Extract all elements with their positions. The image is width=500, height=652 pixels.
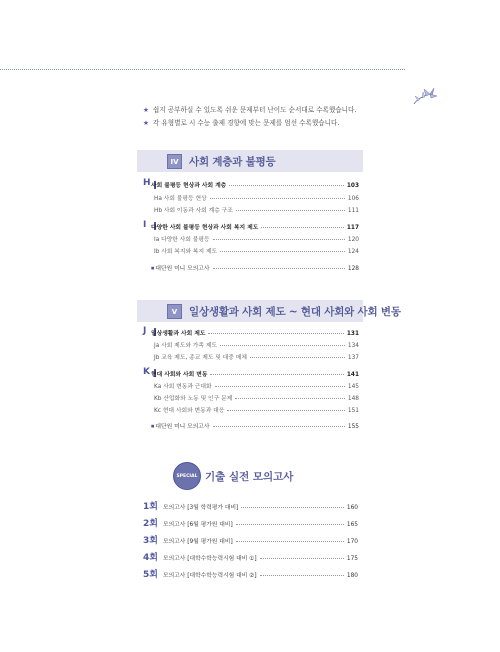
toc-entry[interactable]: 사회 불평등 현상과 사회 계층 103 [151,183,359,189]
toc-entry[interactable]: ■ 대단원 미니 모의고사 128 [151,263,359,272]
top-dotted-rule [0,69,405,70]
exam-entry[interactable]: 3회 모의고사 [9월 평가원 대비] 170 [143,536,358,546]
toc-entry[interactable]: Ia 다양한 사회 불평등 120 [154,237,359,243]
toc-entry[interactable]: Kc 현대 사회와 변동과 대응 151 [154,408,359,414]
section-title: V 일상생활과 사회 제도 ~ 현대 사회와 사회 변동 [167,304,401,319]
exam-section-title: 기출 실전 모의고사 [205,471,294,483]
chapter-letter: H [143,178,151,188]
toc-entry[interactable]: Ib 사회 복지와 복지 제도 124 [154,249,359,255]
toc-entry[interactable]: Ha 사회 불평등 현상 106 [154,196,359,202]
exam-entry[interactable]: 1회 모의고사 [3월 학력평가 대비] 160 [143,502,358,512]
intro-notes [143,104,357,130]
section-title: IV 사회 계층과 불평등 [167,154,275,169]
intro-note: ★ 각 유형별로 시 수능 출제 경향에 맞는 문제를 엄선 수록했습니다. [143,119,340,127]
star-icon: ★ [143,119,149,127]
toc-entry[interactable]: Ja 사회 제도와 가족 제도 134 [154,343,359,349]
intro-note: ★ 쉽지 공부하실 수 있도록 쉬운 문제부터 난이도 순서대로 수록했습니다. [143,106,357,114]
chapter-letter: I [143,220,147,230]
flower-icon [410,86,438,110]
roman-numeral-badge: IV [167,154,182,169]
special-badge: SPECIAL [173,462,201,490]
exam-entry[interactable]: 2회 모의고사 [6월 평가원 대비] 165 [143,519,358,529]
toc-entry[interactable]: 일상생활과 사회 제도 131 [151,331,359,337]
star-icon: ★ [143,106,149,114]
exam-entry[interactable]: 5회 모의고사 [대학수학능력시험 대비 ②] 180 [143,570,358,580]
toc-entry[interactable]: ■ 대단원 미니 모의고사 155 [151,421,359,430]
toc-entry[interactable]: Ka 사회 변동과 근대화 145 [154,384,359,390]
chapter-letter: K [143,367,150,377]
toc-entry[interactable]: Jb 교육 제도, 종교 제도 및 대중 매체 137 [154,355,359,361]
toc-entry[interactable]: 현대 사회와 사회 변동 141 [151,372,359,378]
toc-entry[interactable]: Kb 산업화와 노동 및 인구 문제 148 [154,396,359,402]
toc-entry[interactable]: 다양한 사회 불평등 현상과 사회 복지 제도 117 [151,225,359,231]
chapter-letter: J [143,326,147,336]
roman-numeral-badge: V [167,304,182,319]
toc-entry[interactable]: Hb 사회 이동과 사회 계층 구조 111 [154,208,359,214]
exam-entry[interactable]: 4회 모의고사 [대학수학능력시험 대비 ①] 175 [143,553,358,563]
